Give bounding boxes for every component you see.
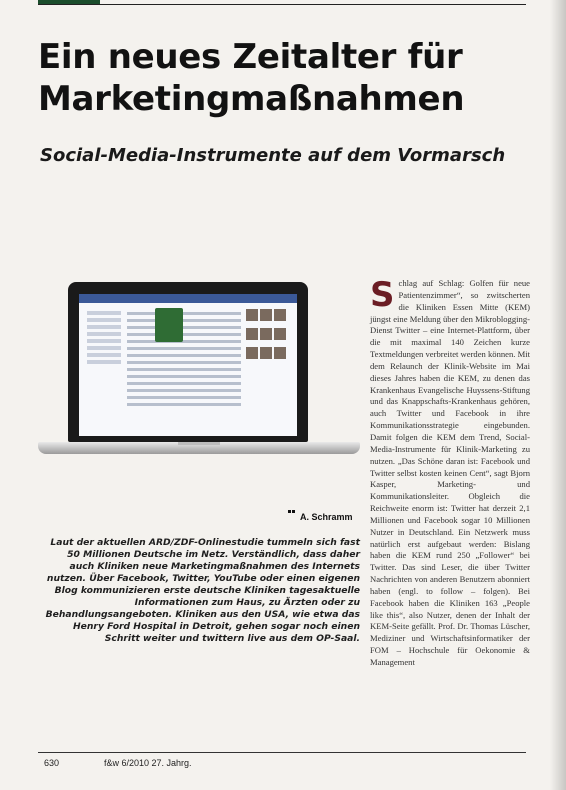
- drop-cap: S: [370, 275, 395, 315]
- article-intro: Laut der aktuellen ARD/ZDF-Onlinestudie tummeln sich fast 50 Millionen Deutsche im Netz. Verständlich, dass daher auch Kliniken neue Marketingmaßnahmen des Internets nutzen. Über Facebook, Twitter, YouTube oder einen eigenen Blog kommunizieren erste deutsche Kliniken tagesaktuelle Informationen zum Haus, zu Ärzten oder zu Behandlungsangeboten. Kliniken aus den USA, wie etwa das Henry Ford Hospital in Detroit, gehen sogar noch einen Schritt weiter und twittern live aus dem OP-Saal.: [45, 537, 360, 644]
- laptop-screen: [79, 294, 297, 436]
- author-name: A. Schramm: [300, 512, 353, 522]
- facebook-friend-thumbnails: [245, 308, 289, 365]
- page-edge-shadow: [550, 0, 566, 790]
- article-subtitle: Social-Media-Instrumente auf dem Vormarsch: [40, 145, 506, 166]
- issue-info: f&w 6/2010 27. Jahrg.: [104, 758, 192, 768]
- top-rule: [38, 4, 526, 5]
- article-body-column: [370, 275, 531, 669]
- footer-rule: [38, 752, 526, 753]
- laptop-notch: [178, 442, 220, 445]
- facebook-sidebar: [87, 308, 121, 430]
- article-body-text: chlag auf Schlag: Golfen für neue Patientenzimmer“, so zwitscherten die Kliniken Essen Mitte (KEM) jüngst eine Meldung über den Mikroblogging-Dienst Twitter – eine Internet-Plattform, über die mit maximal 140 Zeichen kurze Textmeldungen verbreitet werden können. Mit dem Relaunch der Klinik-Website im Mai dieses Jahres haben die KEM, zu denen das Krankenhaus Evangelische Huyssens-Stiftung und das Knappschafts-Krankenhaus gehören, auch Twitter und Facebook in ihre Kommunikationsstrategie eingebunden. Damit folgen die KEM dem Trend, Social-Media-Instrumente für Klinik-Marketing zu nutzen. „Das Schöne daran ist: Facebook und Twitter selbst kosten keinen Cent“, sagt Bjorn Kasper, Marketing- und Kommunikationsleiter. Obgleich die Reichweite enorm ist: Twitter hat derzeit 2,1 Millionen und Facebook sogar 10 Millionen Nutzer in Deutschland. Ein Netzwerk muss natürlich erst aufgebaut werden: Bislang haben die KEM rund 250 „Follower“ bei Twitter. Das sind Leser, die über Twitter Nachrichten von anderen Benutzern abonniert haben (engl. to follow – folgen). Bei Facebook haben die Kliniken 163 „People like this“, also Nutzer, denen der Inhalt der KEM-Seite gefällt. Prof. Dr. Thomas Lüscher, Mediziner und Wirtschaftsinformatiker der FOM – Hochschule für Oekonomie & Management: [370, 278, 531, 667]
- author-byline: [288, 510, 353, 522]
- article-title: Ein neues Zeitalter für Marketingmaßnahmen: [38, 37, 465, 119]
- facebook-page-content: [87, 308, 289, 430]
- page-number: 630: [44, 758, 60, 768]
- laptop-photo: [38, 274, 360, 470]
- facebook-header-bar: [79, 294, 297, 303]
- byline-bullet-icon: [288, 510, 292, 521]
- clinic-logo-image: [155, 308, 183, 342]
- facebook-wall: [127, 308, 241, 430]
- section-color-tab: [38, 0, 100, 4]
